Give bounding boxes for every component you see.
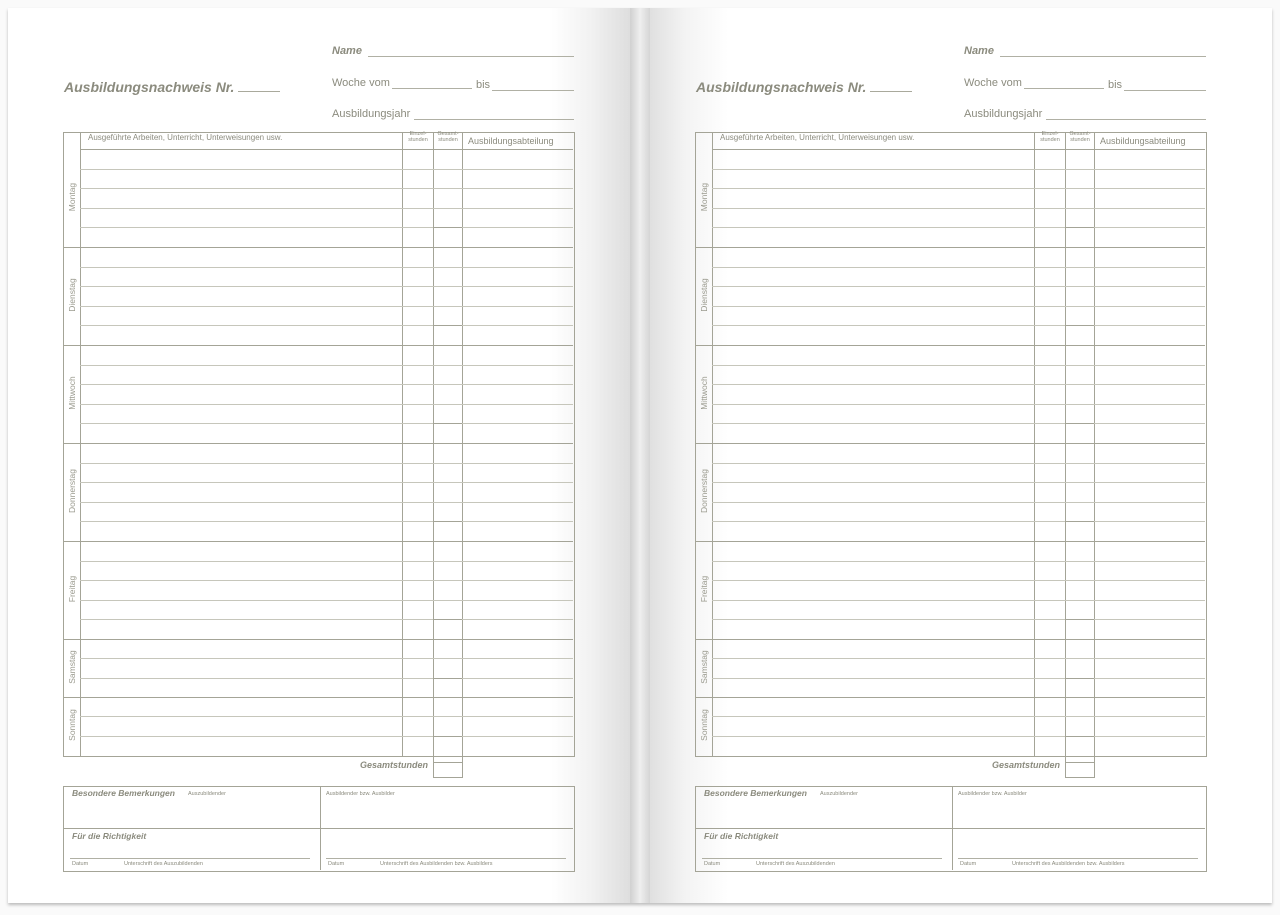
day-label-donnerstag: Donnerstag [66, 469, 77, 513]
remarks-trainer-label: Ausbildender bzw. Ausbilder [958, 791, 1027, 797]
week-from-line[interactable] [1024, 88, 1104, 89]
entry-line[interactable] [80, 188, 573, 189]
trainer-signature-label: Unterschrift des Ausbildenden bzw. Ausbilders [380, 861, 493, 867]
weekly-table [695, 132, 1207, 757]
entry-line[interactable] [712, 561, 1205, 562]
entry-line[interactable] [80, 600, 573, 601]
entry-line[interactable] [80, 208, 573, 209]
entry-line[interactable] [80, 306, 573, 307]
name-line[interactable] [1000, 56, 1206, 57]
entry-line[interactable] [80, 325, 573, 326]
single-hours-header: Einzel- stunden [1040, 131, 1060, 143]
entry-line[interactable] [80, 463, 573, 464]
activities-header: Ausgeführte Arbeiten, Unterricht, Unterweisungen usw. [720, 133, 915, 142]
total-hours-header: Gesamt- stunden [1069, 131, 1091, 143]
booklet-spine [630, 8, 650, 903]
entry-line[interactable] [80, 227, 573, 228]
entry-line[interactable] [712, 423, 1205, 424]
week-from-label: Woche vom [332, 77, 390, 89]
total-hours-header: Gesamt- stunden [437, 131, 459, 143]
name-line[interactable] [368, 56, 574, 57]
trainer-date-label: Datum [960, 861, 977, 867]
trainee-signature-label: Unterschrift des Auszubildenden [756, 861, 835, 867]
entry-line[interactable] [80, 521, 573, 522]
week-from-label: Woche vom [964, 77, 1022, 89]
entry-line[interactable] [712, 306, 1205, 307]
week-to-line[interactable] [1124, 90, 1206, 91]
week-to-label: bis [476, 79, 491, 91]
entry-line[interactable] [80, 286, 573, 287]
total-hours-label: Gesamtstunden [360, 760, 429, 770]
year-label: Ausbildungsjahr [332, 108, 411, 120]
year-label: Ausbildungsjahr [964, 108, 1043, 120]
trainee-signature-line[interactable] [70, 858, 310, 859]
remarks-label: Besondere Bemerkungen [72, 788, 175, 798]
week-from-line[interactable] [392, 88, 472, 89]
trainee-signature-line[interactable] [702, 858, 942, 859]
entry-line[interactable] [712, 188, 1205, 189]
entry-line[interactable] [712, 227, 1205, 228]
remarks-box [695, 786, 1207, 872]
entry-line[interactable] [80, 619, 573, 620]
remarks-label: Besondere Bemerkungen [704, 788, 807, 798]
entry-line[interactable] [80, 658, 573, 659]
day-label-freitag: Freitag [698, 575, 709, 603]
remarks-trainer-label: Ausbildender bzw. Ausbilder [326, 791, 395, 797]
entry-line[interactable] [712, 502, 1205, 503]
department-header: Ausbildungsabteilung [1100, 136, 1186, 146]
trainer-signature-line[interactable] [958, 858, 1198, 859]
day-label-donnerstag: Donnerstag [698, 469, 709, 513]
remarks-trainee-label: Auszubildender [188, 791, 226, 797]
entry-line[interactable] [712, 521, 1205, 522]
day-label-montag: Montag [66, 182, 77, 212]
day-label-dienstag: Dienstag [66, 278, 77, 312]
day-label-montag: Montag [698, 182, 709, 212]
day-label-sonntag: Sonntag [698, 709, 709, 741]
entry-line[interactable] [712, 600, 1205, 601]
correctness-label: Für die Richtigkeit [704, 831, 779, 841]
week-to-label: bis [1108, 79, 1123, 91]
entry-line[interactable] [712, 736, 1205, 737]
year-line[interactable] [414, 119, 574, 120]
name-label: Name [332, 45, 362, 57]
day-label-sonntag: Sonntag [66, 709, 77, 741]
form-title: Ausbildungsnachweis Nr. [64, 79, 280, 95]
entry-line[interactable] [80, 267, 573, 268]
day-label-samstag: Samstag [66, 650, 77, 684]
entry-line[interactable] [712, 169, 1205, 170]
day-label-mittwoch: Mittwoch [698, 376, 709, 410]
entry-line[interactable] [712, 325, 1205, 326]
entry-line[interactable] [80, 384, 573, 385]
weekly-table [63, 132, 575, 757]
entry-line[interactable] [80, 678, 573, 679]
day-label-dienstag: Dienstag [698, 278, 709, 312]
left-page [8, 8, 640, 903]
entry-line[interactable] [80, 423, 573, 424]
entry-line[interactable] [712, 482, 1205, 483]
entry-line[interactable] [712, 286, 1205, 287]
entry-line[interactable] [80, 580, 573, 581]
total-hours-label: Gesamtstunden [992, 760, 1061, 770]
trainee-signature-label: Unterschrift des Auszubildenden [124, 861, 203, 867]
trainer-date-label: Datum [328, 861, 345, 867]
entry-line[interactable] [712, 208, 1205, 209]
day-label-freitag: Freitag [66, 575, 77, 603]
remarks-trainee-label: Auszubildender [820, 791, 858, 797]
entry-line[interactable] [80, 736, 573, 737]
week-to-line[interactable] [492, 90, 574, 91]
entry-line[interactable] [80, 502, 573, 503]
entry-line[interactable] [712, 678, 1205, 679]
correctness-label: Für die Richtigkeit [72, 831, 147, 841]
remarks-box [63, 786, 575, 872]
entry-line[interactable] [712, 658, 1205, 659]
entry-line[interactable] [712, 463, 1205, 464]
entry-line[interactable] [712, 267, 1205, 268]
entry-line[interactable] [80, 365, 573, 366]
day-label-samstag: Samstag [698, 650, 709, 684]
year-line[interactable] [1046, 119, 1206, 120]
name-label: Name [964, 45, 994, 57]
activities-header: Ausgeführte Arbeiten, Unterricht, Unterweisungen usw. [88, 133, 283, 142]
trainer-signature-line[interactable] [326, 858, 566, 859]
entry-line[interactable] [712, 365, 1205, 366]
department-header: Ausbildungsabteilung [468, 136, 554, 146]
right-page [640, 8, 1272, 903]
total-hours-box[interactable] [1065, 762, 1095, 778]
entry-line[interactable] [80, 404, 573, 405]
single-hours-header: Einzel- stunden [408, 131, 428, 143]
entry-line[interactable] [712, 580, 1205, 581]
trainee-date-label: Datum [72, 861, 89, 867]
entry-line[interactable] [80, 169, 573, 170]
entry-line[interactable] [712, 716, 1205, 717]
trainer-signature-label: Unterschrift des Ausbildenden bzw. Ausbilders [1012, 861, 1125, 867]
trainee-date-label: Datum [704, 861, 721, 867]
entry-line[interactable] [712, 619, 1205, 620]
entry-line[interactable] [80, 561, 573, 562]
total-hours-box[interactable] [433, 762, 463, 778]
entry-line[interactable] [712, 384, 1205, 385]
form-title: Ausbildungsnachweis Nr. [696, 79, 912, 95]
entry-line[interactable] [80, 716, 573, 717]
day-label-mittwoch: Mittwoch [66, 376, 77, 410]
entry-line[interactable] [80, 482, 573, 483]
entry-line[interactable] [712, 404, 1205, 405]
